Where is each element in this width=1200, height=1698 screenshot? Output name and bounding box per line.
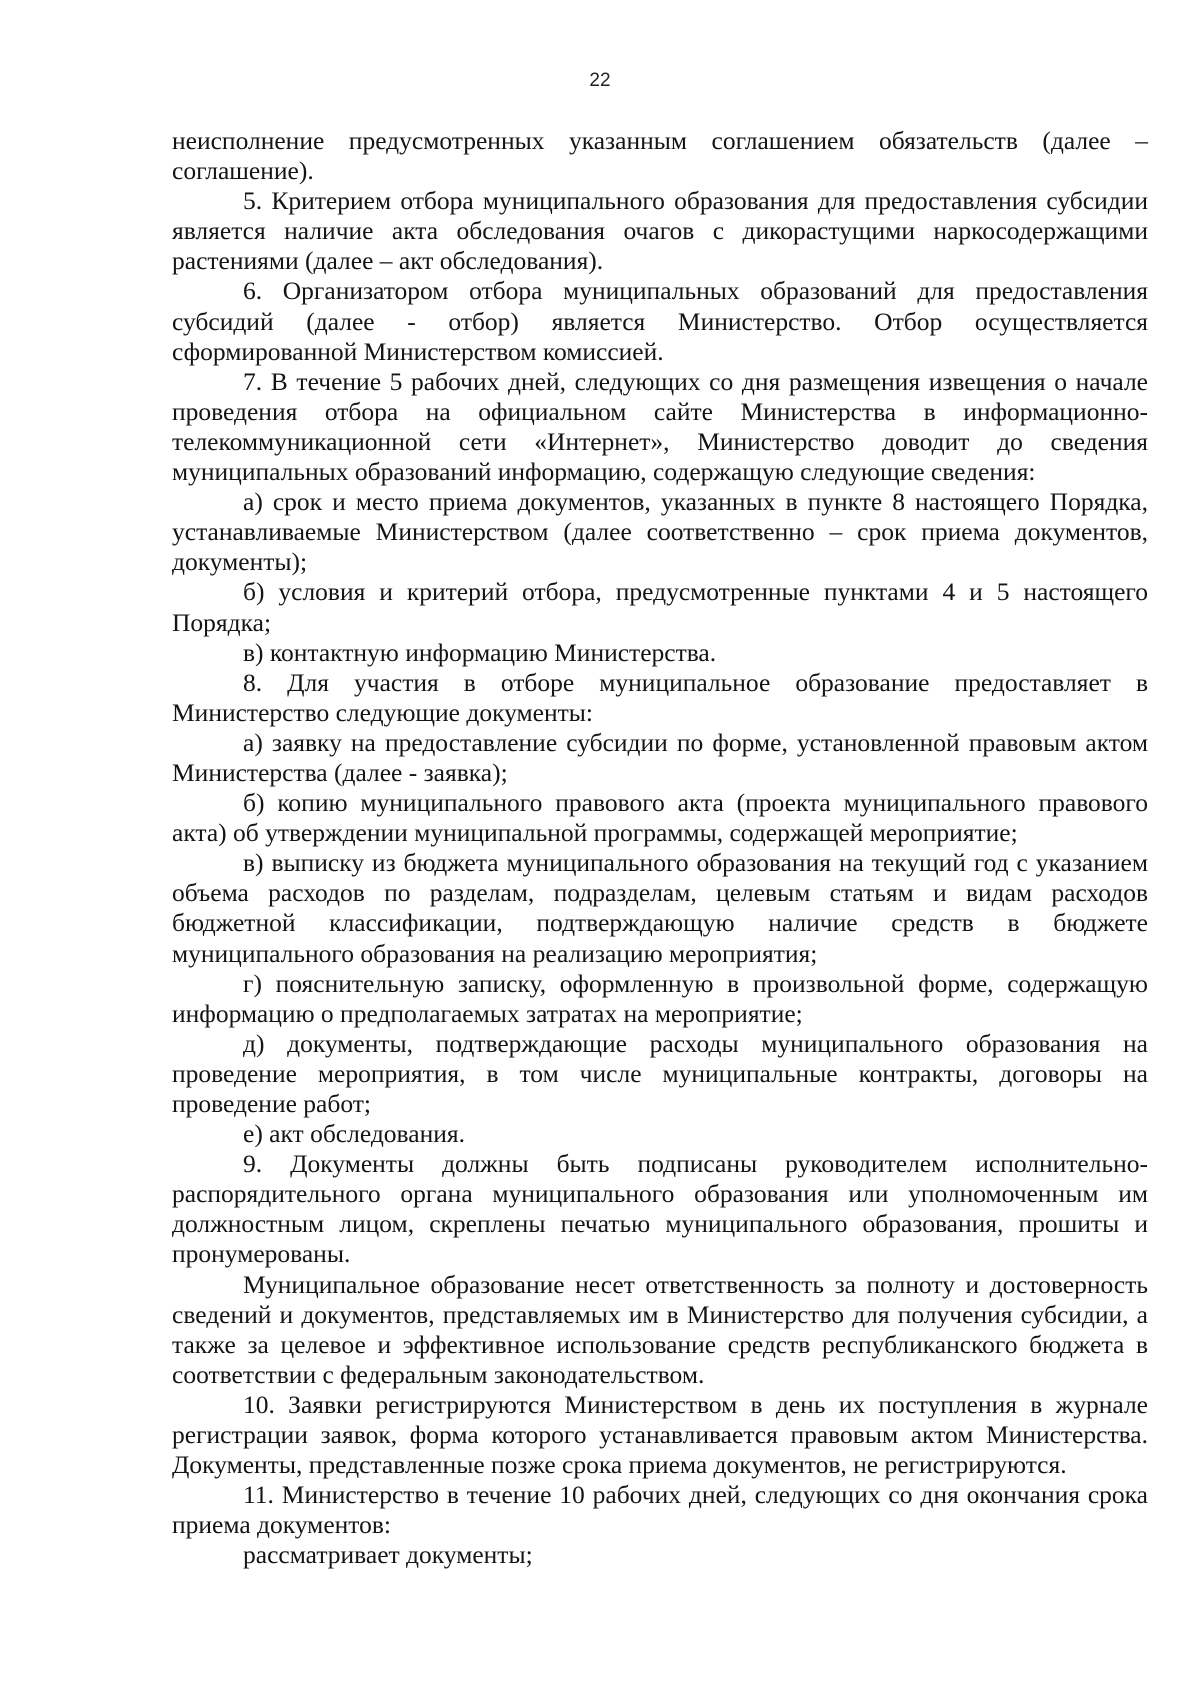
paragraph-item-8: 8. Для участия в отборе муниципальное образование предоставляет в Министерство следующие документы: (172, 667, 1148, 727)
paragraph-item-8e: е) акт обследования. (243, 1119, 465, 1149)
paragraph-item-11: 11. Министерство в течение 10 рабочих дней, следующих со дня окончания срока приема документов: (172, 1480, 1148, 1540)
paragraph-responsibility: Муниципальное образование несет ответственность за полноту и достоверность сведений и документов, представляемых им в Министерство для получения субсидии, а также за целевое и эффективное использование средств республиканского бюджета в соответствии с федеральным законодательством. (172, 1269, 1148, 1389)
paragraph-item-7a: а) срок и место приема документов, указанных в пункте 8 настоящего Порядка, устанавливаемые Министерством (далее соответственно – срок приема документов, документы); (172, 487, 1148, 577)
paragraph-item-11-review: рассматривает документы; (243, 1540, 533, 1570)
paragraph-item-6: 6. Организатором отбора муниципальных образований для предоставления субсидий (далее - отбор) является Министерство. Отбор осуществляется сформированной Министерством комиссией. (172, 276, 1148, 366)
paragraph-item-7: 7. В течение 5 рабочих дней, следующих со дня размещения извещения о начале проведения отбора на официальном сайте Министерства в информационно-телекоммуникационной сети «Интернет», Министерство доводит до сведения муниципальных образований информацию, содержащую следующие сведения: (172, 366, 1148, 487)
paragraph-item-8a: а) заявку на предоставление субсидии по форме, установленной правовым актом Министерства (далее - заявка); (172, 727, 1148, 787)
paragraph-item-8g: г) пояснительную записку, оформленную в произвольной форме, содержащую информацию о предполагаемых затратах на мероприятие; (172, 968, 1148, 1028)
paragraph-item-8v: в) выписку из бюджета муниципального образования на текущий год с указанием объема расходов по разделам, подразделам, целевым статьям и видам расходов бюджетной классификации, подтверждающую наличие средств в бюджете муниципального образования на реализацию мероприятия; (172, 848, 1148, 968)
paragraph-item-7b: б) условия и критерий отбора, предусмотренные пунктами 4 и 5 настоящего Порядка; (172, 577, 1148, 637)
paragraph-item-9: 9. Документы должны быть подписаны руководителем исполнительно-распорядительного органа муниципального образования или уполномоченным им должностным лицом, скреплены печатью муниципального образования, прошиты и пронумерованы. (172, 1149, 1148, 1269)
paragraph-item-8b: б) копию муниципального правового акта (проекта муниципального правового акта) об утверждении муниципальной программы, содержащей мероприятие; (172, 788, 1148, 848)
page-number: 22 (589, 70, 611, 91)
paragraph-item-7v: в) контактную информацию Министерства. (243, 637, 717, 667)
paragraph-continuation: неисполнение предусмотренных указанным соглашением обязательств (далее – соглашение). (172, 126, 1148, 186)
document-body (172, 126, 1148, 1571)
paragraph-item-5: 5. Критерием отбора муниципального образования для предоставления субсидии является наличие акта обследования очагов с дикорастущими наркосодержащими растениями (далее – акт обследования). (172, 186, 1148, 276)
paragraph-item-10: 10. Заявки регистрируются Министерством в день их поступления в журнале регистрации заявок, форма которого устанавливается правовым актом Министерства. Документы, представленные позже срока приема документов, не регистрируются. (172, 1389, 1148, 1480)
paragraph-item-8d: д) документы, подтверждающие расходы муниципального образования на проведение мероприятия, в том числе муниципальные контракты, договоры на проведение работ; (172, 1028, 1148, 1118)
